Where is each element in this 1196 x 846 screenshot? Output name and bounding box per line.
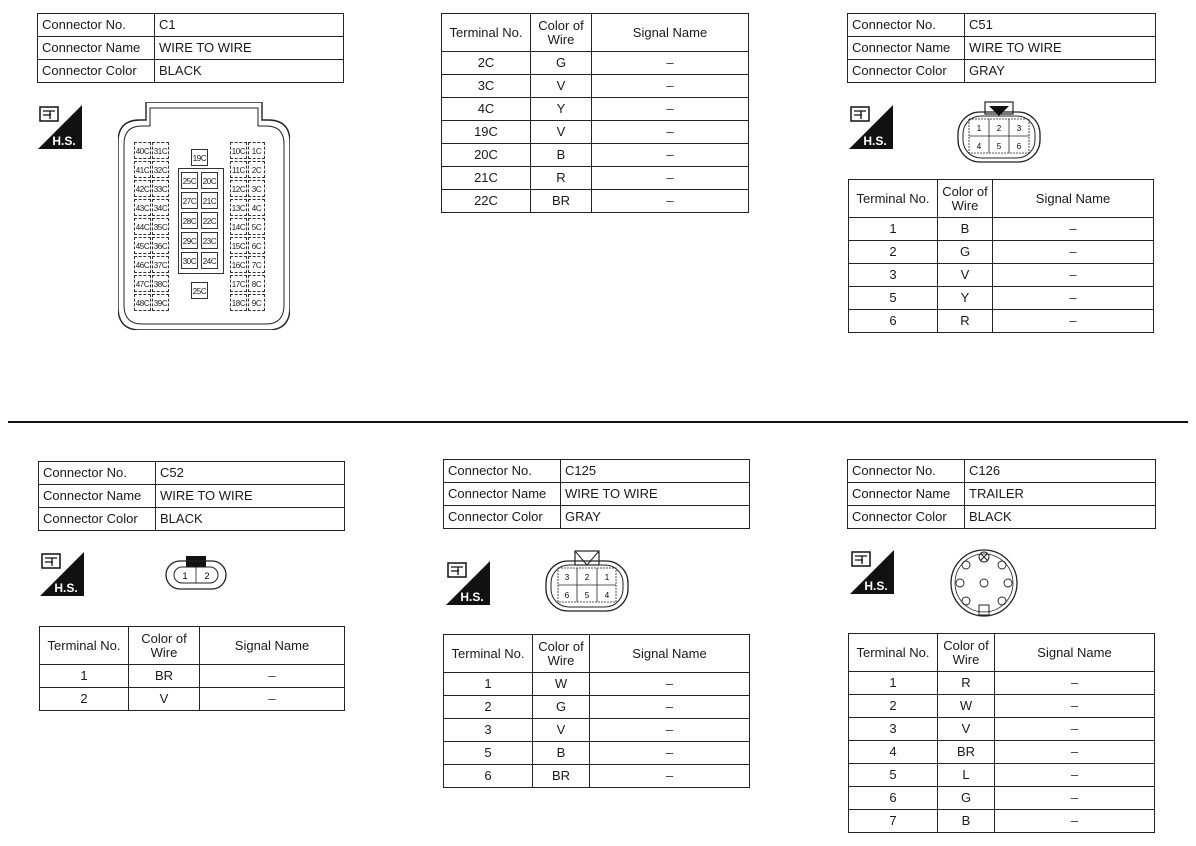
label-connector-no: Connector No.	[38, 14, 155, 37]
svg-text:6: 6	[564, 591, 570, 600]
c1-pin: 8C	[248, 275, 265, 292]
c126-color: BLACK	[965, 506, 1156, 529]
c1-pin: 11C	[230, 161, 247, 178]
c51-info-table	[847, 13, 1156, 83]
terminal-no-cell: 4C	[442, 98, 531, 121]
terminal-no-cell: 19C	[442, 121, 531, 144]
svg-text:1: 1	[182, 571, 188, 581]
svg-text:4: 4	[976, 142, 982, 151]
table-row	[849, 787, 1155, 810]
signal-name-cell: –	[995, 787, 1155, 810]
table-row	[849, 287, 1154, 310]
c1-pin: 25C	[181, 172, 198, 189]
signal-name-cell: –	[590, 673, 750, 696]
terminal-no-cell: 3C	[442, 75, 531, 98]
header-color-of-wire: Color of Wire	[938, 634, 995, 672]
wire-color-cell: B	[531, 144, 592, 167]
terminal-no-cell: 4	[849, 741, 938, 764]
c1-pin: 6C	[248, 237, 265, 254]
svg-text:2: 2	[584, 573, 590, 582]
c126-terminal-table	[848, 633, 1155, 833]
wire-color-cell: R	[938, 672, 995, 695]
signal-name-cell: –	[590, 742, 750, 765]
c1-pin: 17C	[230, 275, 247, 292]
c1-pin: 31C	[152, 142, 169, 159]
table-row	[849, 310, 1154, 333]
c1-pin: 34C	[152, 199, 169, 216]
table-row	[442, 52, 749, 75]
table-row	[849, 241, 1154, 264]
terminal-no-cell: 5	[444, 742, 533, 765]
svg-text:H.S.: H.S.	[52, 134, 76, 148]
svg-text:2: 2	[996, 124, 1002, 133]
terminal-no-cell: 2	[849, 695, 938, 718]
hs-icon	[849, 105, 893, 149]
table-row	[849, 264, 1154, 287]
c1-pin: 15C	[230, 237, 247, 254]
signal-name-cell: –	[592, 144, 749, 167]
section-divider	[8, 421, 1188, 423]
table-row	[444, 696, 750, 719]
wire-color-cell: BR	[129, 665, 200, 688]
wire-color-cell: V	[938, 718, 995, 741]
wire-color-cell: B	[533, 742, 590, 765]
c1-pin: 2C	[248, 161, 265, 178]
wire-color-cell: BR	[531, 190, 592, 213]
table-row	[444, 765, 750, 788]
c125-connector-diagram	[544, 549, 630, 615]
signal-name-cell: –	[590, 765, 750, 788]
c1-info-table	[37, 13, 344, 83]
hs-icon	[850, 550, 894, 594]
label-connector-color: Connector Color	[444, 506, 561, 529]
c125-no: C125	[561, 460, 750, 483]
c1-pin: 42C	[134, 180, 151, 197]
c1-pin: 43C	[134, 199, 151, 216]
table-row	[40, 688, 345, 711]
c1-pin: 1C	[248, 142, 265, 159]
table-row	[849, 695, 1155, 718]
svg-text:H.S.: H.S.	[54, 581, 78, 595]
signal-name-cell: –	[993, 264, 1154, 287]
label-connector-color: Connector Color	[39, 508, 156, 531]
table-row	[444, 742, 750, 765]
c1-pin: 10C	[230, 142, 247, 159]
wire-color-cell: G	[531, 52, 592, 75]
svg-text:H.S.: H.S.	[863, 134, 887, 148]
c52-terminal-table	[39, 626, 345, 711]
wire-color-cell: V	[531, 121, 592, 144]
signal-name-cell: –	[592, 190, 749, 213]
c125-info-table	[443, 459, 750, 529]
table-row	[849, 764, 1155, 787]
wire-color-cell: BR	[533, 765, 590, 788]
terminal-no-cell: 3	[849, 264, 938, 287]
terminal-no-cell: 6	[849, 787, 938, 810]
c125-name: WIRE TO WIRE	[561, 483, 750, 506]
label-connector-name: Connector Name	[848, 483, 965, 506]
signal-name-cell: –	[995, 718, 1155, 741]
c1-pin: 40C	[134, 142, 151, 159]
c1-pin: 18C	[230, 294, 247, 311]
c126-connector-diagram	[944, 547, 1024, 619]
signal-name-cell: –	[590, 696, 750, 719]
signal-name-cell: –	[995, 810, 1155, 833]
table-row	[442, 121, 749, 144]
hs-icon	[38, 105, 82, 149]
header-color-of-wire: Color of Wire	[129, 627, 200, 665]
c1-pin: 5C	[248, 218, 265, 235]
table-row	[444, 673, 750, 696]
header-terminal-no: Terminal No.	[442, 14, 531, 52]
c1-pin: 25C	[191, 282, 208, 299]
header-terminal-no: Terminal No.	[849, 180, 938, 218]
terminal-no-cell: 20C	[442, 144, 531, 167]
c1-pin: 9C	[248, 294, 265, 311]
header-signal-name: Signal Name	[590, 635, 750, 673]
wire-color-cell: W	[533, 673, 590, 696]
signal-name-cell: –	[995, 741, 1155, 764]
c1-pin: 20C	[201, 172, 218, 189]
signal-name-cell: –	[592, 98, 749, 121]
c1-terminal-table	[441, 13, 749, 213]
wire-color-cell: W	[938, 695, 995, 718]
c1-pin: 23C	[201, 232, 218, 249]
terminal-no-cell: 6	[444, 765, 533, 788]
c51-color: GRAY	[965, 60, 1156, 83]
c1-pin: 24C	[201, 252, 218, 269]
c126-no: C126	[965, 460, 1156, 483]
svg-text:3: 3	[564, 573, 570, 582]
wire-color-cell: V	[531, 75, 592, 98]
c52-no: C52	[156, 462, 345, 485]
wire-color-cell: B	[938, 218, 993, 241]
header-terminal-no: Terminal No.	[40, 627, 129, 665]
header-signal-name: Signal Name	[993, 180, 1154, 218]
svg-text:1: 1	[976, 124, 982, 133]
label-connector-name: Connector Name	[848, 37, 965, 60]
hs-icon	[446, 561, 490, 605]
header-color-of-wire: Color of Wire	[531, 14, 592, 52]
c52-name: WIRE TO WIRE	[156, 485, 345, 508]
c1-pin: 39C	[152, 294, 169, 311]
wire-color-cell: V	[938, 264, 993, 287]
terminal-no-cell: 3	[444, 719, 533, 742]
c125-terminal-table	[443, 634, 750, 788]
table-row	[442, 98, 749, 121]
c1-pin: 36C	[152, 237, 169, 254]
svg-text:5: 5	[584, 591, 590, 600]
signal-name-cell: –	[590, 719, 750, 742]
c51-connector-diagram	[955, 100, 1043, 166]
signal-name-cell: –	[993, 218, 1154, 241]
c1-pin: 48C	[134, 294, 151, 311]
c1-pin: 27C	[181, 192, 198, 209]
c1-pin: 4C	[248, 199, 265, 216]
svg-text:4: 4	[604, 591, 610, 600]
c126-info-table	[847, 459, 1156, 529]
terminal-no-cell: 1	[849, 218, 938, 241]
wire-color-cell: Y	[938, 287, 993, 310]
c1-pin: 46C	[134, 256, 151, 273]
table-row	[849, 741, 1155, 764]
terminal-no-cell: 2C	[442, 52, 531, 75]
terminal-no-cell: 1	[444, 673, 533, 696]
wire-color-cell: G	[938, 241, 993, 264]
c1-pin: 32C	[152, 161, 169, 178]
table-row	[442, 190, 749, 213]
wire-color-cell: V	[129, 688, 200, 711]
c1-pin: 35C	[152, 218, 169, 235]
header-terminal-no: Terminal No.	[849, 634, 938, 672]
terminal-no-cell: 21C	[442, 167, 531, 190]
terminal-no-cell: 2	[849, 241, 938, 264]
wire-color-cell: L	[938, 764, 995, 787]
label-connector-color: Connector Color	[848, 506, 965, 529]
table-row	[442, 75, 749, 98]
c125-color: GRAY	[561, 506, 750, 529]
header-signal-name: Signal Name	[995, 634, 1155, 672]
label-connector-no: Connector No.	[848, 14, 965, 37]
wire-color-cell: V	[533, 719, 590, 742]
signal-name-cell: –	[995, 672, 1155, 695]
signal-name-cell: –	[592, 121, 749, 144]
wire-color-cell: BR	[938, 741, 995, 764]
signal-name-cell: –	[995, 695, 1155, 718]
label-connector-no: Connector No.	[39, 462, 156, 485]
signal-name-cell: –	[200, 688, 345, 711]
svg-text:1: 1	[604, 573, 610, 582]
c1-pin: 41C	[134, 161, 151, 178]
table-row	[442, 144, 749, 167]
c1-pin: 3C	[248, 180, 265, 197]
c1-pin: 30C	[181, 252, 198, 269]
c1-pin: 29C	[181, 232, 198, 249]
c1-pin: 22C	[201, 212, 218, 229]
c1-color: BLACK	[155, 60, 344, 83]
wire-color-cell: R	[938, 310, 993, 333]
terminal-no-cell: 2	[444, 696, 533, 719]
c1-pin: 45C	[134, 237, 151, 254]
c52-color: BLACK	[156, 508, 345, 531]
c1-pin: 38C	[152, 275, 169, 292]
c51-no: C51	[965, 14, 1156, 37]
c51-terminal-table	[848, 179, 1154, 333]
signal-name-cell: –	[993, 310, 1154, 333]
header-color-of-wire: Color of Wire	[938, 180, 993, 218]
header-signal-name: Signal Name	[200, 627, 345, 665]
hs-icon	[40, 552, 84, 596]
c1-pin: 21C	[201, 192, 218, 209]
svg-text:3: 3	[1016, 124, 1022, 133]
label-connector-no: Connector No.	[848, 460, 965, 483]
signal-name-cell: –	[592, 75, 749, 98]
terminal-no-cell: 1	[849, 672, 938, 695]
c1-no: C1	[155, 14, 344, 37]
terminal-no-cell: 5	[849, 287, 938, 310]
terminal-no-cell: 6	[849, 310, 938, 333]
c1-pin: 44C	[134, 218, 151, 235]
c52-info-table	[38, 461, 345, 531]
c1-pin: 37C	[152, 256, 169, 273]
terminal-no-cell: 1	[40, 665, 129, 688]
wire-color-cell: B	[938, 810, 995, 833]
c1-pin: 13C	[230, 199, 247, 216]
wire-color-cell: G	[938, 787, 995, 810]
c1-pin: 14C	[230, 218, 247, 235]
c1-pin: 28C	[181, 212, 198, 229]
signal-name-cell: –	[200, 665, 345, 688]
c1-connector-diagram	[118, 102, 290, 330]
terminal-no-cell: 3	[849, 718, 938, 741]
terminal-no-cell: 22C	[442, 190, 531, 213]
wire-color-cell: G	[533, 696, 590, 719]
c51-name: WIRE TO WIRE	[965, 37, 1156, 60]
signal-name-cell: –	[993, 287, 1154, 310]
wire-color-cell: Y	[531, 98, 592, 121]
header-color-of-wire: Color of Wire	[533, 635, 590, 673]
label-connector-color: Connector Color	[38, 60, 155, 83]
signal-name-cell: –	[592, 167, 749, 190]
header-signal-name: Signal Name	[592, 14, 749, 52]
label-connector-no: Connector No.	[444, 460, 561, 483]
label-connector-name: Connector Name	[38, 37, 155, 60]
c1-pin: 7C	[248, 256, 265, 273]
wire-color-cell: R	[531, 167, 592, 190]
svg-text:5: 5	[996, 142, 1002, 151]
label-connector-color: Connector Color	[848, 60, 965, 83]
label-connector-name: Connector Name	[444, 483, 561, 506]
table-row	[849, 718, 1155, 741]
svg-text:2: 2	[204, 571, 210, 581]
table-row	[40, 665, 345, 688]
table-row	[444, 719, 750, 742]
svg-text:H.S.: H.S.	[864, 579, 888, 593]
signal-name-cell: –	[995, 764, 1155, 787]
table-row	[849, 810, 1155, 833]
signal-name-cell: –	[592, 52, 749, 75]
c126-name: TRAILER	[965, 483, 1156, 506]
terminal-no-cell: 5	[849, 764, 938, 787]
terminal-no-cell: 7	[849, 810, 938, 833]
signal-name-cell: –	[993, 241, 1154, 264]
c1-pin: 19C	[191, 149, 208, 166]
c1-pin: 47C	[134, 275, 151, 292]
label-connector-name: Connector Name	[39, 485, 156, 508]
svg-text:H.S.: H.S.	[460, 590, 484, 604]
c1-name: WIRE TO WIRE	[155, 37, 344, 60]
header-terminal-no: Terminal No.	[444, 635, 533, 673]
c1-pin: 16C	[230, 256, 247, 273]
c52-connector-diagram	[164, 555, 228, 591]
c1-pin: 33C	[152, 180, 169, 197]
table-row	[442, 167, 749, 190]
svg-text:6: 6	[1016, 142, 1022, 151]
terminal-no-cell: 2	[40, 688, 129, 711]
table-row	[849, 672, 1155, 695]
table-row	[849, 218, 1154, 241]
c1-pin: 12C	[230, 180, 247, 197]
